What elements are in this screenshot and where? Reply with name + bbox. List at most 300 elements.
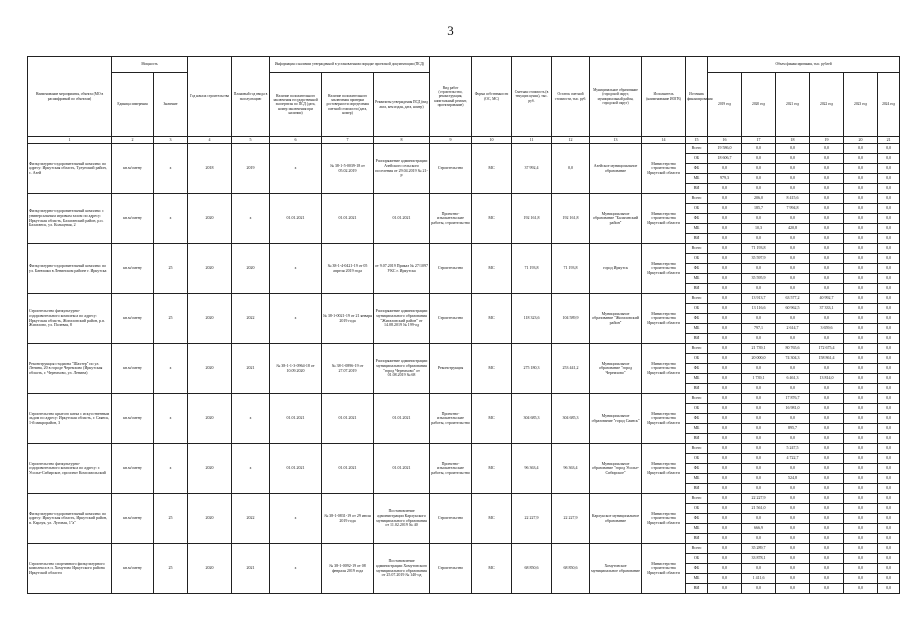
funding-value: 0,0 [742,364,776,374]
funding-value: 0,0 [742,394,776,404]
funding-value: 979,3 [708,174,742,184]
funding-value: 0,0 [878,234,900,244]
ownership: МС [472,544,512,594]
work-type: Строительство [430,244,472,294]
funding-value: 206,0 [742,194,776,204]
expertise-info: 01.01.2021 [270,444,322,494]
funding-value: 0,0 [776,144,810,154]
header-capacity-value: Значение [154,73,188,137]
funding-source: Всего [686,344,708,354]
funding-value: 0,0 [878,374,900,384]
funding-value: 0,0 [878,154,900,164]
funding-value: 0,0 [810,444,844,454]
header-capacity-unit: Единица измерения [112,73,154,137]
funding-value: 0,0 [742,234,776,244]
funding-value: 8 415,6 [776,194,810,204]
remaining-cost: 68 850,6 [552,544,590,594]
table-row [28,444,900,454]
funding-value: 0,0 [844,474,878,484]
header-executor: Исполнитель (наименование ИОГВ) [642,57,686,137]
municipality: Карлукское муниципальное образование [590,494,642,544]
funding-value: 0,0 [810,184,844,194]
funding-value: 0,0 [878,444,900,454]
expertise-info: 01.01.2021 [270,194,322,244]
funding-source: ОБ [686,554,708,564]
funding-value: 0,0 [844,374,878,384]
funding-source: МБ [686,424,708,434]
funding-value: 33 878,1 [742,554,776,564]
funding-value: 0,0 [776,284,810,294]
funding-value: 0,0 [708,574,742,584]
funding-value: 0,0 [708,384,742,394]
funding-value: 0,0 [776,544,810,554]
funding-value: 0,0 [810,284,844,294]
funding-value: 0,0 [708,354,742,364]
object-name: Реконструкция стадиона "Шахтер" по ул. Ленина, 20 в городе Черемхово (Иркутская область, г. Черемхово, ул. Ленина) [28,344,112,394]
header-capacity: Мощность [112,57,188,73]
funding-value: 0,0 [776,264,810,274]
funding-value: 0,0 [810,514,844,524]
funding-source: МБ [686,324,708,334]
funding-source: ВИ [686,284,708,294]
funding-value: 0,0 [742,534,776,544]
header-mun: Муниципальное образование (городской округ, муниципальный район, городской округ) [590,57,642,137]
funding-value: 0,0 [776,184,810,194]
funding-value: 20 000,0 [742,354,776,364]
funding-source: ВИ [686,434,708,444]
capacity-value: 25 [154,544,188,594]
funding-value: 0,0 [810,474,844,484]
funding-value: 524,8 [776,474,810,484]
funding-value: 0,0 [708,374,742,384]
approval-info: Постановление администрации Хомутовского муниципального образования от 25.07.2019 № 140-од [374,544,430,594]
funding-value: 0,0 [810,464,844,474]
executor: Министерство строительства Иркутской области [642,544,686,594]
funding-value: 7 994,8 [776,204,810,214]
funding-value: 0,0 [708,434,742,444]
column-number: 17 [742,137,776,144]
funding-value: 0,0 [776,274,810,284]
funding-source: ФБ [686,214,708,224]
funding-value: 35 289,7 [742,544,776,554]
funding-value: 0,0 [844,424,878,434]
capacity-unit: кв.м/смену [112,244,154,294]
funding-value: 0,0 [742,214,776,224]
funding-source: МБ [686,224,708,234]
approval-info: Постановление администрации Карлукского муниципального образования от 11.02.2019 № 40 [374,494,430,544]
funding-value: 0,0 [742,474,776,484]
verification-info: № 38-1-0896-19 от 27.07.2019 [322,344,374,394]
funding-value: 0,0 [810,424,844,434]
work-type: Строительство [430,294,472,344]
funding-value: 0,0 [844,394,878,404]
funding-source: МБ [686,374,708,384]
funding-value: 0,0 [844,444,878,454]
municipality: Муниципальное образование "город Усолье-Сибирское" [590,444,642,494]
funding-value: 0,0 [810,504,844,514]
column-number: 13 [590,137,642,144]
object-name: Физкультурно-оздоровительный комплекс с универсальным игровым залом по адресу: Иркутская область, Балаганский район, р.п. Балаганск, ул. Кольцевая, 2 [28,194,112,244]
expertise-info: х [270,244,322,294]
funding-value: 0,0 [708,214,742,224]
funding-value: 0,0 [776,214,810,224]
funding-value: 0,0 [844,254,878,264]
header-year-2019: 2019 год [708,73,742,137]
funding-value: 0,0 [776,464,810,474]
header-year-2020: 2020 год [742,73,776,137]
funding-source: Всего [686,244,708,254]
funding-source: ФБ [686,464,708,474]
funding-value: 0,0 [708,264,742,274]
funding-value: 0,0 [878,144,900,154]
object-name: Физкультурно-оздоровительный комплекс по ул. Батюшки в Ленинском районе г. Иркутска [28,244,112,294]
ownership: МС [472,394,512,444]
funding-value: 0,0 [708,554,742,564]
remaining-cost: 96 363,4 [552,444,590,494]
funding-value: 0,0 [742,184,776,194]
funding-value: 0,0 [708,304,742,314]
funding-value: 0,0 [708,474,742,484]
funding-value: 0,0 [708,284,742,294]
table-row [28,194,900,204]
funding-value: 0,0 [810,194,844,204]
funding-value: 0,0 [810,584,844,594]
funding-value: 0,0 [810,214,844,224]
funding-value: 0,0 [878,524,900,534]
funding-value: 0,0 [878,584,900,594]
capacity-unit: кв.м/смену [112,294,154,344]
estimated-cost: 71 193,8 [512,244,552,294]
funding-value: 0,0 [708,294,742,304]
funding-value: 0,0 [844,184,878,194]
start-year: 2020 [188,394,232,444]
funding-value: 0,0 [708,424,742,434]
funding-value: 0,0 [708,364,742,374]
municipality: Муниципальное образование "город Черемхово" [590,344,642,394]
funding-value: 13 814,0 [810,374,844,384]
funding-source: ВИ [686,334,708,344]
funding-value: 0,0 [844,584,878,594]
funding-value: 0,0 [776,494,810,504]
funding-value: 0,0 [742,384,776,394]
ownership: МС [472,194,512,244]
start-year: 2020 [188,544,232,594]
work-type: Реконструкция [430,344,472,394]
funding-value: 158 861,4 [810,354,844,364]
funding-value: 0,0 [844,294,878,304]
header-year-2022: 2022 год [810,73,844,137]
funding-value: 0,0 [810,234,844,244]
funding-value: 0,0 [708,224,742,234]
funding-value: 0,0 [878,504,900,514]
funding-value: 0,0 [810,524,844,534]
funding-value: 0,0 [844,564,878,574]
funding-value: 0,0 [708,394,742,404]
funding-value: 0,0 [742,464,776,474]
funding-value: 0,0 [844,194,878,204]
work-type: Проектно-изыскательские работы, строительство [430,394,472,444]
funding-value: 35 595,9 [742,274,776,284]
funding-value: 0,0 [742,584,776,594]
funding-value: 420,8 [776,224,810,234]
object-name: Строительство физкультурно-оздоровительного комплекса по адресу: Иркутская область, Жигаловский район, р.п. Жигалово, ул. Полевая, 8 [28,294,112,344]
funding-value: 0,0 [742,314,776,324]
funding-value: 0,0 [776,554,810,564]
funding-source: ВИ [686,184,708,194]
table-row [28,394,900,404]
funding-value: 0,0 [878,534,900,544]
funding-value: 0,0 [776,434,810,444]
funding-value: 0,0 [742,174,776,184]
header-start-year: Год начала строительства [188,57,232,137]
input-year: х [232,394,270,444]
funding-table [27,56,900,594]
funding-value: 0,0 [878,274,900,284]
funding-value: 0,0 [810,174,844,184]
funding-value: 0,0 [708,564,742,574]
expertise-info: х [270,144,322,194]
funding-value: 0,0 [708,444,742,454]
executor: Министерство строительства Иркутской области [642,194,686,244]
header-year-2021: 2021 год [776,73,810,137]
funding-value: 35 597,9 [742,254,776,264]
input-year: 2022 [232,294,270,344]
funding-value: 0,0 [844,234,878,244]
column-number-row [28,137,900,144]
funding-source: ОБ [686,254,708,264]
approval-info: 01.01.2021 [374,394,430,444]
verification-info: № 38-1-0831-19 от 29 июля 2019 года [322,494,374,544]
funding-value: 0,0 [708,204,742,214]
funding-source: ФБ [686,364,708,374]
funding-value: 0,0 [776,254,810,264]
funding-value: 0,0 [776,504,810,514]
funding-value: 19 586,0 [708,144,742,154]
ownership: МС [472,244,512,294]
funding-value: 0,0 [708,584,742,594]
funding-value: 0,0 [878,224,900,234]
funding-value: 895,7 [776,424,810,434]
funding-value: 0,0 [810,394,844,404]
funding-value: 0,0 [742,284,776,294]
funding-value: 0,0 [878,424,900,434]
table-header [28,57,900,144]
funding-value: 0,0 [878,334,900,344]
funding-value: 0,0 [742,264,776,274]
funding-value: 0,0 [810,414,844,424]
funding-value: 0,0 [776,564,810,574]
funding-value: 0,0 [878,204,900,214]
funding-value: 797,1 [742,324,776,334]
funding-value: 0,0 [708,464,742,474]
funding-source: ФБ [686,264,708,274]
funding-value: 0,0 [878,434,900,444]
funding-source: ОБ [686,504,708,514]
funding-value: 0,0 [844,414,878,424]
funding-value: 0,0 [844,344,878,354]
approval-info: Распоряжение администрации Азейского сельского поселения от 29.04.2019 № 21-р [374,144,430,194]
funding-value: 0,0 [844,494,878,504]
verification-info: № 38-1-5-0039-18 от 05.02.2019 [322,144,374,194]
funding-value: 0,0 [810,564,844,574]
column-number: 6 [270,137,322,144]
capacity-unit: кв.м/смену [112,394,154,444]
funding-value: 18 606,7 [708,154,742,164]
header-ownership: Форма собственности (ОС, МС) [472,57,512,137]
funding-value: 0,0 [810,454,844,464]
header-work-type: Вид работ (строительство, реконструкция, капитальный ремонт, проектирование) [430,57,472,137]
column-number: 21 [878,137,900,144]
funding-value: 0,0 [844,244,878,254]
funding-value: 0,0 [844,304,878,314]
funding-value: 0,0 [878,494,900,504]
input-year: х [232,194,270,244]
funding-value: 0,0 [878,264,900,274]
funding-value: 0,0 [742,514,776,524]
funding-value: 0,0 [844,224,878,234]
funding-value: 0,0 [742,434,776,444]
column-number: 12 [552,137,590,144]
funding-value: 0,0 [810,164,844,174]
funding-value: 0,0 [878,464,900,474]
funding-value: 0,0 [742,454,776,464]
remaining-cost: 253 441,2 [552,344,590,394]
estimated-cost: 96 363,4 [512,444,552,494]
start-year: 2020 [188,244,232,294]
verification-info: 01.01.2021 [322,444,374,494]
funding-value: 0,0 [878,364,900,374]
funding-value: 0,0 [742,484,776,494]
expertise-info: х [270,294,322,344]
table-row [28,544,900,554]
funding-value: 0,0 [878,414,900,424]
work-type: Строительство [430,494,472,544]
funding-value: 13 116,6 [742,304,776,314]
funding-value: 0,0 [844,514,878,524]
funding-value: 0,0 [844,464,878,474]
executor: Министерство строительства Иркутской области [642,444,686,494]
estimated-cost: 22 227,9 [512,494,552,544]
funding-value: 0,0 [844,434,878,444]
verification-info: № 38-1-0092-19 от 08 февраля 2019 года [322,544,374,594]
funding-value: 0,0 [708,244,742,254]
header-source: Источник финансирования [686,57,708,137]
funding-value: 0,0 [742,404,776,414]
funding-value: 1 411,6 [742,574,776,584]
ownership: МС [472,444,512,494]
start-year: 2020 [188,194,232,244]
executor: Министерство строительства Иркутской области [642,494,686,544]
funding-value: 0,0 [878,554,900,564]
expertise-info: № 38-1-1-3-0964-18 от 10.09.2020 [270,344,322,394]
object-name: Физкультурно-оздоровительный комплекс по адресу: Иркутская область, Иркутский район, п. Карлук, ул. Луговая, 1"а" [28,494,112,544]
funding-value: 0,0 [878,354,900,364]
funding-value: 0,0 [844,354,878,364]
funding-source: ФБ [686,514,708,524]
funding-source: ОБ [686,204,708,214]
column-number: 3 [154,137,188,144]
header-doc-info: Информация о наличии утвержденной в установленном порядке проектной документации (ПСД) [270,57,430,73]
header-doc-c: Реквизиты утверждения ПСД (вид акта, кем издан, дата, номер) [374,73,430,137]
funding-value: 0,0 [776,484,810,494]
funding-value: 0,0 [844,484,878,494]
header-rem-cost: Остаток сметной стоимости, тыс. руб. [552,57,590,137]
funding-value: 0,0 [878,384,900,394]
header-input-year: Плановый год ввода в эксплуатацию [232,57,270,137]
funding-source: Всего [686,544,708,554]
funding-value: 0,0 [708,334,742,344]
funding-value: 0,0 [878,244,900,254]
column-number: 19 [810,137,844,144]
start-year: 2020 [188,344,232,394]
estimated-cost: 118 323,6 [512,294,552,344]
table-row [28,244,900,254]
estimated-cost: 304 685,3 [512,394,552,444]
header-doc-b: Наличие положительного заключения проверки достоверности определения сметной стоимости (дата, номер) [322,73,374,137]
funding-value: 16 981,0 [776,404,810,414]
funding-value: 0,0 [878,324,900,334]
work-type: Проектно-изыскательские работы, строительство [430,194,472,244]
funding-value: 0,0 [844,554,878,564]
executor: Министерство строительства Иркутской области [642,244,686,294]
funding-source: ОБ [686,454,708,464]
funding-value: 0,0 [844,454,878,464]
funding-value: 0,0 [742,424,776,434]
funding-value: 0,0 [776,534,810,544]
funding-value: 0,0 [776,574,810,584]
funding-value: 0,0 [878,284,900,294]
funding-value: 0,0 [844,144,878,154]
funding-value: 0,0 [708,274,742,284]
funding-value: 0,0 [708,164,742,174]
funding-value: 4 722,7 [776,454,810,464]
expertise-info: х [270,494,322,544]
approval-info: от 9.07.2019 Приказ № 27/1097 УКС г. Иркутска [374,244,430,294]
start-year: 2020 [188,444,232,494]
header-year-2024: 2024 год [878,73,900,137]
funding-value: 0,0 [810,384,844,394]
column-number: 18 [776,137,810,144]
expertise-info: х [270,544,322,594]
funding-value: 0,0 [844,384,878,394]
funding-source: ВИ [686,234,708,244]
capacity-value: х [154,394,188,444]
municipality: Муниципальное образование "город Саянск" [590,394,642,444]
approval-info: 01.01.2021 [374,194,430,244]
start-year: 2020 [188,494,232,544]
funding-value: 0,0 [776,154,810,164]
object-name: Физкультурно-оздоровительный комплекс по адресу: Иркутская область, Тулунский район, с. Азей [28,144,112,194]
funding-source: ФБ [686,414,708,424]
verification-info: 01.01.2021 [322,394,374,444]
funding-value: 3 659,6 [810,324,844,334]
funding-source: МБ [686,174,708,184]
funding-value: 0,0 [810,334,844,344]
capacity-value: х [154,444,188,494]
funding-value: 0,0 [810,204,844,214]
funding-value: 0,0 [742,564,776,574]
funding-value: 666,9 [742,524,776,534]
funding-value: 0,0 [878,514,900,524]
funding-value: 0,0 [776,314,810,324]
funding-value: 0,0 [776,174,810,184]
funding-value: 0,0 [844,334,878,344]
funding-source: МБ [686,274,708,284]
funding-value: 0,0 [810,144,844,154]
funding-value: 0,0 [878,544,900,554]
remaining-cost: 0,0 [552,144,590,194]
funding-value: 0,0 [844,504,878,514]
